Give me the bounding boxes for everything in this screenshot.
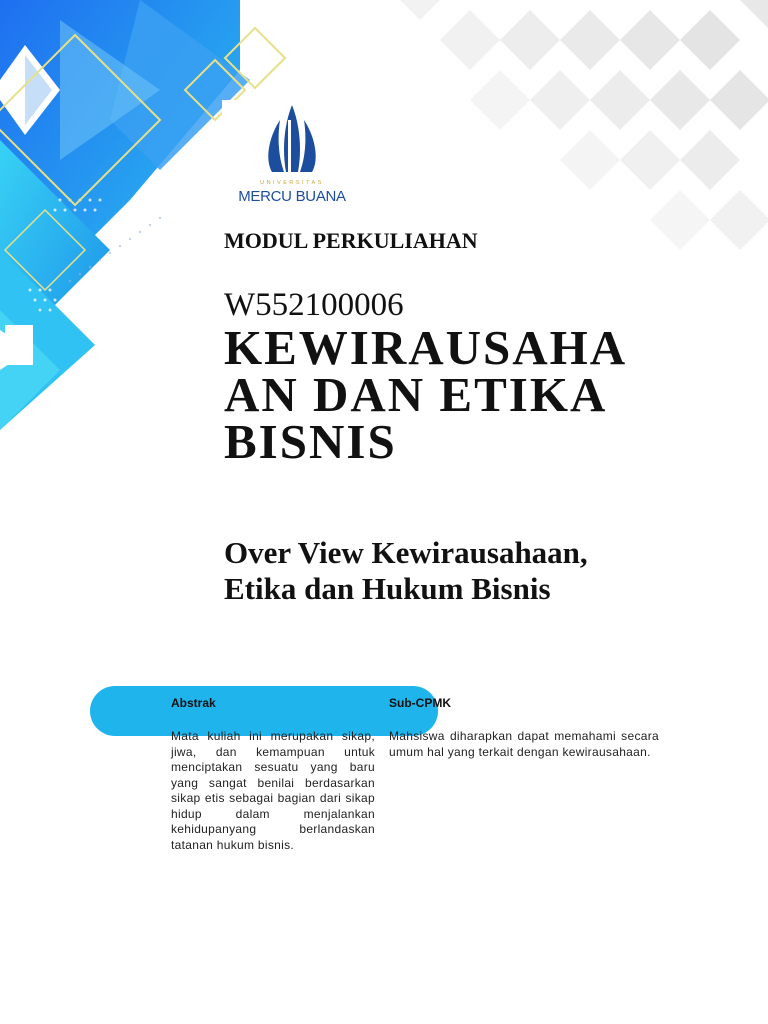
abstract-heading: Abstrak — [171, 696, 216, 710]
course-title-line: BISNIS — [224, 414, 397, 469]
abstract-text: Mata kuliah ini merupakan sikap, jiwa, dan kemampuan untuk menciptakan sesuatu yang baru yang sangat benilai berdasarkan sikap etis sebagai bagian dari sikap hidup dalam menjalankan kehidupanyang berlandaskan tatanan hukum bisnis. — [171, 729, 375, 852]
subcpmk-text: Mahsiswa diharapkan dapat memahami secara umum hal yang terkait dengan kewirausahaan. — [389, 729, 659, 759]
course-title-line: AN DAN ETIKA — [224, 367, 608, 422]
course-code: W552100006 — [224, 287, 404, 323]
module-subtitle-line: Over View Kewirausahaan, — [224, 535, 588, 570]
course-title — [224, 320, 704, 469]
module-subtitle — [224, 535, 724, 607]
course-title-line: KEWIRAUSAHA — [224, 320, 628, 375]
logo-name: MERCU BUANA — [238, 188, 346, 205]
subcpmk-heading: Sub-CPMK — [389, 696, 451, 710]
module-subtitle-line: Etika dan Hukum Bisnis — [224, 571, 551, 606]
module-label: MODUL PERKULIAHAN — [224, 228, 478, 253]
grey-diamond-pattern — [400, 0, 768, 250]
logo-university-label: UNIVERSITAS — [260, 180, 324, 186]
